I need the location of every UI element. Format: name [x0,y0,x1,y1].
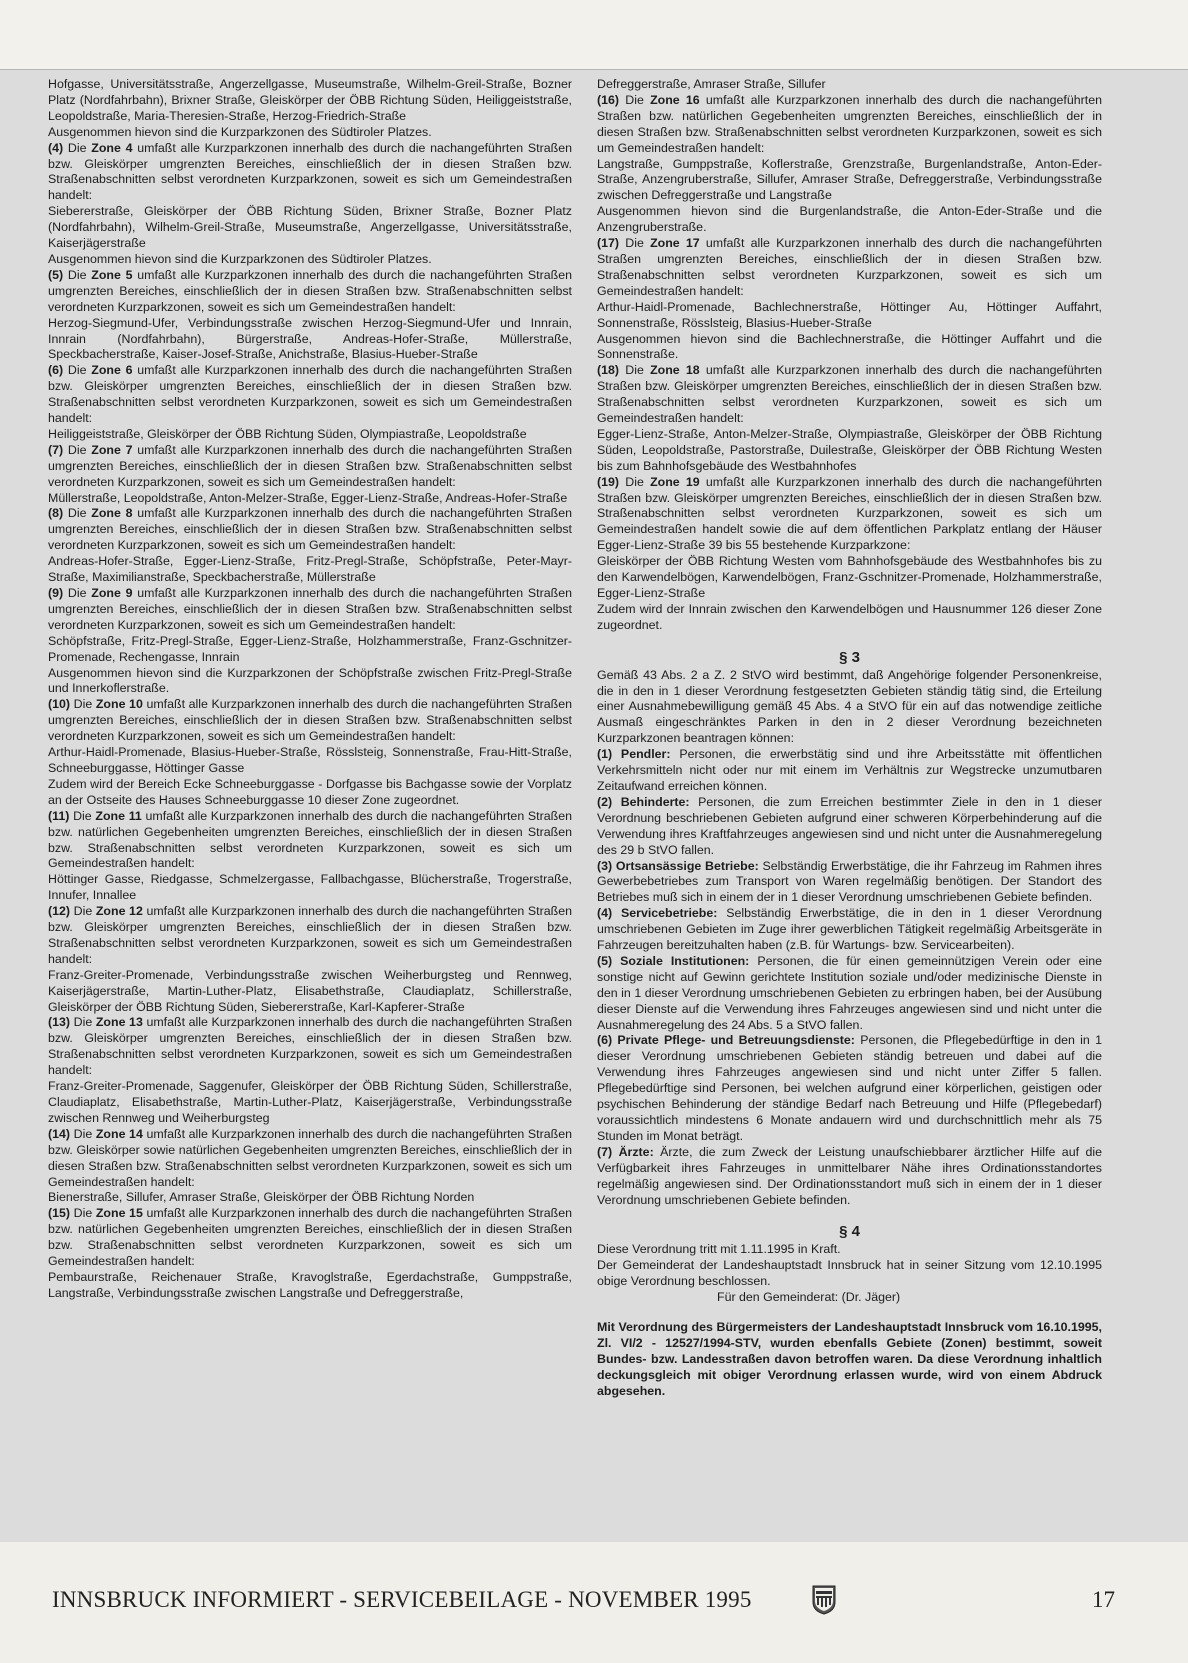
street-list-paragraph [597,77,1102,93]
street-list-paragraph [48,1079,572,1127]
paragraph-text: umfaßt alle Kurzparkzonen innerhalb des durch die nachangeführten Straßen bzw. Gleiskörper sowie natürlichen Gegebenheiten umgrenzten Bereiches, einschließlich der in diesen Straßen bzw. Straßenabschnitten selbst verordneten Kurzparkzonen, soweit es sich um Gemeindestraßen handelt: [48,1126,572,1189]
paragraph-lead: Die [73,904,93,919]
paragraph-lead: Die [67,267,87,282]
exemption-label: (5) Soziale Institutionen: [597,953,750,968]
paragraph-lead: Die [73,1126,93,1141]
exemption-item [597,1145,1102,1209]
zone-paragraph [48,363,572,427]
paragraph-number: (8) [48,506,64,521]
section-4-effective-date: Diese Verordnung tritt mit 1.11.1995 in Kraft. [597,1242,841,1257]
paragraph-number: (13) [48,1015,71,1030]
paragraph-text: Andreas-Hofer-Straße, Egger-Lienz-Straße, Fritz-Pregl-Straße, Schöpfstraße, Peter-Mayr-Straße, Maximilianstraße, Speckbacherstraße, Müllerstraße [48,554,572,585]
closing-note: Mit Verordnung des Bürgermeisters der Landeshauptstadt Innsbruck vom 16.10.1995, Zl. VI/2 - 12527/1994-STV, wurden ebenfalls Gebiete (Zonen) bestimmt, soweit Bundes- bzw. Landesstraßen davon betroffen waren. Da diese Verordnung inhaltlich deckungsgleich mit obiger Verordnung erlassen wurde, wird von einem Abdruck abgesehen. [597,1319,1102,1398]
exemption-label: (4) Servicebetriebe: [597,906,718,921]
section-4-heading: § 4 [839,1223,860,1241]
zone-paragraph [597,363,1102,427]
exemption-text: Ärzte, die zum Zweck der Leistung unaufschiebbarer ärztlicher Hilfe auf die Verfügbarkeit ihres Fahrzeuges in unmittelbarer Nähe ihres Ordinationsstandortes regelmäßig angewiesen sind. Der Ordinationsstandort muß sich in einem der in 1 dieser Verordnung umschriebenen Gebiete befinden. [597,1144,1102,1207]
zone-label: Zone 17 [650,236,700,251]
paragraph-text: Langstraße, Gumppstraße, Koflerstraße, Grenzstraße, Burgenlandstraße, Anton-Eder-Straße, Anzengruberstraße, Sillufer, Amraser Straße, Defreggerstraße, Verbindungsstraße zwischen Defreggerstraße und Langstraße [597,156,1102,203]
street-list-paragraph [597,300,1102,332]
section-3-heading: § 3 [839,648,860,666]
exemption-text: Personen, die Pflegebedürftige in den in 1 dieser Verordnung umschriebenen Gebieten ständig betreuen und dabei auf die Verwendung ihres Fahrzeuges angewiesen sind und nicht unter Ziffer 5 fallen. Pflegebedürftige sind Personen, bei welchen aufgrund einer körperlichen, geistigen oder psychischen Behinderung der ständige Bedarf nach Betreuung und Hilfe (Pflegebedarf) voraussichtlich mindestens 6 Monate andauern wird und durchschnittlich mehr als 75 Stunden im Monat beträgt. [597,1033,1102,1143]
paragraph-number: (9) [48,586,64,600]
zone-paragraph [48,1206,572,1270]
zone-label: Zone 4 [91,140,133,155]
paragraph-text: Ausgenommen hievon sind die Bachlechnerstraße, die Höttinger Auffahrt und die Sonnenstraße. [597,331,1102,362]
footer-title: INNSBRUCK INFORMIERT - SERVICEBEILAGE - NOVEMBER 1995 [52,1587,752,1612]
paragraph-text: umfaßt alle Kurzparkzonen innerhalb des durch die nachangeführten Straßen umgrenzten Bereiches, einschließlich der in diesen Straßen bzw. Straßenabschnitten selbst verordneten Kurzparkzonen, soweit es sich um Gemeindestraßen handelt: [48,697,572,744]
exemption-item [597,747,1102,795]
zone-paragraph [48,268,572,316]
zone-paragraph [48,586,572,634]
paragraph-text: Zudem wird der Bereich Ecke Schneeburggasse - Dorfgasse bis Bachgasse sowie der Vorplatz an der Ostseite des Hauses Schneeburggasse 10 dieser Zone zugeordnet. [48,776,572,807]
zone-label: Zone 5 [91,267,133,282]
zone-paragraph [48,904,572,968]
paragraph-number: (7) [48,442,64,457]
street-list-paragraph [48,554,572,586]
paragraph-text: Arthur-Haidl-Promenade, Blasius-Hueber-Straße, Rösslsteig, Sonnenstraße, Frau-Hitt-Straße, Schneeburggasse, Höttinger Gasse [48,745,572,775]
street-list-paragraph [48,1190,572,1206]
paragraph-number: (19) [597,474,620,489]
zone-label: Zone 19 [650,474,700,489]
paragraph-text: umfaßt alle Kurzparkzonen innerhalb des durch die nachangeführten Straßen umgrenzten Bereiches, einschließlich der in diesen Straßen bzw. Straßenabschnitten selbst verordneten Kurzparkzonen, soweit es sich um Gemeindestraßen handelt: [48,267,572,314]
street-list-paragraph [48,872,572,904]
street-list-paragraph [48,252,572,268]
zone-paragraph [48,1127,572,1191]
paragraph-lead: Die [73,697,93,712]
zone-paragraph [48,506,572,554]
paragraph-text: Schöpfstraße, Fritz-Pregl-Straße, Egger-Lienz-Straße, Holzhammerstraße, Franz-Gschnitzer-Promenade, Rechengasse, Innrain [48,633,572,664]
paragraph-number: (10) [48,697,71,712]
paragraph-lead: Die [625,363,644,378]
exemption-label: (7) Ärzte: [597,1144,654,1159]
paragraph-lead: Die [67,140,87,155]
exemption-text: Selbständig Erwerbstätige, die ihr Fahrzeug im Rahmen ihres Gewerbebetriebes zum Transport von Waren regelmäßig benötigen. Der Standort des Betriebes muß sich in einem der in 1 dieser Verordnung umschriebenen Gebiete befinden. [597,858,1103,905]
paragraph-number: (15) [48,1206,71,1221]
paragraph-number: (12) [48,904,71,919]
page-number: 17 [1092,1587,1115,1612]
paragraph-number: (6) [48,363,64,378]
street-list-paragraph [48,491,572,507]
paragraph-lead: Die [67,586,87,600]
paragraph-text: Franz-Greiter-Promenade, Saggenufer, Gleiskörper der ÖBB Richtung Süden, Schillerstraße, Claudiaplatz, Elisabethstraße, Martin-Luther-Platz, Kaiserjägerstraße, Verbindungsstraße zwischen Rennweg und Weiherburgsteg [48,1079,572,1125]
paragraph-text: Gleiskörper der ÖBB Richtung Westen vom Bahnhofsgebäude des Westbahnhofes bis zu den Karwendelbögen, Karwendelbögen, Franz-Gschnitzer-Promenade, Holzhammerstraße, Egger-Lienz-Straße [597,554,1102,600]
paragraph-number: (18) [597,363,620,378]
paragraph-text: umfaßt alle Kurzparkzonen innerhalb des durch die nachangeführten Straßen umgrenzten Bereiches, einschließlich der in diesen Straßen bzw. Straßenabschnitten selbst verordneten Kurzparkzonen, soweit es sich um Gemeindestraßen handelt: [48,442,572,489]
paragraph-text: Egger-Lienz-Straße, Anton-Melzer-Straße, Olympiastraße, Gleiskörper der ÖBB Richtung Süden, Leopoldstraße, Pastorstraße, Duilestraße, Gleiskörper der ÖBB Richtung Westen bis zum Bahnhofsgebäude des Westbahnhofes [597,426,1102,473]
street-list-paragraph [48,745,572,777]
exemption-label: (1) Pendler: [597,747,671,762]
street-list-paragraph [597,427,1102,475]
exemption-text: Personen, die zum Erreichen bestimmter Ziele in den in 1 dieser Verordnung beschriebenen Gebieten aufgrund einer schweren Körperbehinderung auf die Verwendung ihres Kraftfahrzeuges angewiesen sind und nicht unter die Ausnahmeregelung des 29 b StVO fallen. [597,794,1102,857]
exemption-text: Personen, die erwerbstätig sind und ihre Arbeitsstätte mit öffentlichen Verkehrsmitteln nicht oder nur mit einem im Verhältnis zur Wegstrecke unzumutbaren Zeitaufwand erreichen können. [597,747,1103,793]
paragraph-text: Heiliggeiststraße, Gleiskörper der ÖBB Richtung Süden, Olympiastraße, Leopoldstraße [48,426,527,441]
zone-label: Zone 13 [95,1015,143,1030]
exemption-item [597,906,1102,954]
exemption-item [597,1033,1102,1144]
zone-paragraph [597,93,1102,157]
paragraph-lead: Die [73,1206,93,1221]
street-list-paragraph [597,554,1102,602]
section-3-items [597,747,1102,1208]
paragraph-lead: Die [67,363,87,378]
paragraph-number: (16) [597,92,620,107]
zone-label: Zone 16 [650,92,700,107]
street-list-paragraph [597,204,1102,236]
street-list-paragraph [48,125,572,141]
paragraph-text: Defreggerstraße, Amraser Straße, Sillufer [597,77,826,91]
paragraph-text: umfaßt alle Kurzparkzonen innerhalb des durch die nachangeführten Straßen bzw. natürlichen Gegebenheiten umgrenzten Bereiches, einschließlich der in diesen Straßen bzw. Straßenabschnitten selbst verordneten Kurzparkzonen, soweit es sich um Gemeindestraßen handelt: [48,808,572,871]
zone-label: Zone 8 [91,506,133,521]
paragraph-text: Ausgenommen hievon sind die Burgenlandstraße, die Anton-Eder-Straße und die Anzengruberstraße. [597,204,1102,235]
paragraph-text: umfaßt alle Kurzparkzonen innerhalb des durch die nachangeführten Straßen umgrenzten Bereiches, einschließlich der in diesen Straßen bzw. Straßenabschnitten selbst verordneten Kurzparkzonen, soweit es sich um Gemeindestraßen handelt: [597,236,1103,298]
paragraph-lead: Die [625,236,644,251]
street-list-paragraph [597,332,1102,364]
street-list-paragraph [48,666,572,698]
zone-label: Zone 11 [95,808,142,823]
zone-paragraph [597,475,1102,555]
section-4-resolution: Der Gemeinderat der Landeshauptstadt Innsbruck hat in seiner Sitzung vom 12.10.1995 obige Verordnung beschlossen. [597,1258,1102,1289]
paragraph-text: umfaßt alle Kurzparkzonen innerhalb des durch die nachangeführten Straßen bzw. Gleiskörper umgrenzten Bereiches, einschließlich der in diesen Straßen bzw. Straßenabschnitten selbst verordneten Kurzparkzonen, soweit es sich um Gemeindestraßen handelt: [597,363,1103,426]
paragraph-text: Herzog-Siegmund-Ufer, Verbindungsstraße zwischen Herzog-Siegmund-Ufer und Innrain, Innrain (Nordfahrbahn), Bürgerstraße, Andreas-Hofer-Straße, Müllerstraße, Speckbacherstraße, Kaiser-Josef-Straße, Anichstraße, Blasius-Hueber-Straße [48,315,572,362]
zone-label: Zone 12 [95,904,143,919]
exemption-item [597,795,1102,859]
paragraph-text: umfaßt alle Kurzparkzonen innerhalb des durch die nachangeführten Straßen bzw. natürlichen Gegebenheiten umgrenzten Bereiches, einschließlich der in diesen Straßen bzw. Straßenabschnitten selbst verordneten Kurzparkzonen, soweit es sich um Gemeindestraßen handelt: [48,1206,572,1269]
paragraph-number: (11) [48,808,70,823]
zone-label: Zone 6 [91,363,133,378]
zone-label: Zone 18 [650,363,700,378]
paragraph-number: (5) [48,267,64,282]
paragraph-lead: Die [625,92,644,107]
street-list-paragraph [48,316,572,364]
paragraph-lead: Die [73,1015,93,1030]
street-list-paragraph [48,204,572,252]
zone-label: Zone 14 [95,1126,143,1141]
zone-paragraph [48,809,572,873]
street-list-paragraph [597,602,1102,634]
zone-paragraph [48,697,572,745]
street-list-paragraph [48,968,572,1016]
paragraph-text: Hofgasse, Universitätsstraße, Angerzellgasse, Museumstraße, Wilhelm-Greil-Straße, Bozner Platz (Nordfahrbahn), Brixner Straße, Gleiskörper der ÖBB Richtung Süden, Heiliggeiststraße, Leopoldstraße, Maria-Theresien-Straße, Herzog-Friedrich-Straße [48,77,572,123]
paragraph-text: umfaßt alle Kurzparkzonen innerhalb des durch die nachangeführten Straßen bzw. natürlichen Gegebenheiten umgrenzten Bereiches, einschließlich der in diesen Straßen bzw. Straßenabschnitten selbst verordneten Kurzparkzonen, soweit es sich um Gemeindestraßen handelt: [597,92,1103,155]
paragraph-text: Höttinger Gasse, Riedgasse, Schmelzergasse, Fallbachgasse, Blücherstraße, Trogerstraße, Innufer, Innallee [48,872,572,903]
paragraph-text: umfaßt alle Kurzparkzonen innerhalb des durch die nachangeführten Straßen umgrenzten Bereiches, einschließlich der in diesen Straßen bzw. Straßenabschnitten selbst verordneten Kurzparkzonen, soweit es sich um Gemeindestraßen handelt: [48,506,572,553]
paragraph-text: umfaßt alle Kurzparkzonen innerhalb des durch die nachangeführten Straßen bzw. Gleiskörper umgrenzten Bereiches, einschließlich der in diesen Straßen bzw. Straßenabschnitten selbst verordneten Kurzparkzonen, soweit es sich um Gemeindestraßen handelt: [48,904,572,966]
paragraph-text: Zudem wird der Innrain zwischen den Karwendelbögen und Hausnummer 126 dieser Zone zugeordnet. [597,601,1102,632]
paragraph-text: Arthur-Haidl-Promenade, Bachlechnerstraße, Höttinger Au, Höttinger Auffahrt, Sonnenstraße, Rösslsteig, Blasius-Hueber-Straße [597,299,1102,330]
paragraph-number: (14) [48,1126,71,1141]
paragraph-number: (17) [597,236,620,251]
street-list-paragraph [48,77,572,125]
zone-label: Zone 9 [91,586,133,600]
street-list-paragraph [48,1270,572,1302]
zone-paragraph [48,141,572,205]
paragraph-lead: Die [67,442,87,457]
paragraph-text: Ausgenommen hievon sind die Kurzparkzonen des Südtiroler Platzes. [48,124,432,139]
paragraph-text: Franz-Greiter-Promenade, Verbindungsstraße zwischen Weiherburgsteg und Rennweg, Kaiserjägerstraße, Martin-Luther-Platz, Elisabethstraße, Claudiaplatz, Schillerstraße, Gleiskörper der ÖBB Richtung Süden, Siebererstraße, Karl-Kapferer-Straße [48,967,572,1014]
section-4-signature: Für den Gemeinderat: (Dr. Jäger) [717,1290,901,1305]
zone-label: Zone 10 [95,697,143,712]
right-column-zones [597,77,1102,634]
paragraph-text: Ausgenommen hievon sind die Kurzparkzonen des Südtiroler Platzes. [48,251,432,266]
paragraph-lead: Die [67,506,87,521]
exemption-item [597,859,1102,907]
paragraph-text: Siebererstraße, Gleiskörper der ÖBB Richtung Süden, Brixner Straße, Bozner Platz (Nordfahrbahn), Wilhelm-Greil-Straße, Museumstraße, Angerzellgasse, Universitätsstraße, Kaiserjägerstraße [48,204,572,251]
paragraph-text: umfaßt alle Kurzparkzonen innerhalb des durch die nachangeführten Straßen bzw. Gleiskörper umgrenzten Bereiches, einschließlich der in diesen Straßen bzw. Straßenabschnitten selbst verordneten Kurzparkzonen, soweit es sich um Gemeindestraßen handelt: [48,1015,572,1078]
paragraph-text: umfaßt alle Kurzparkzonen innerhalb des durch die nachangeführten Straßen bzw. Gleiskörper umgrenzten Bereiches, einschließlich der in diesen Straßen bzw. Straßenabschnitten selbst verordneten Kurzparkzonen, soweit es sich um Gemeindestraßen handelt: [48,140,572,203]
street-list-paragraph [48,777,572,809]
paragraph-text: Müllerstraße, Leopoldstraße, Anton-Melzer-Straße, Egger-Lienz-Straße, Andreas-Hofer-Straße [48,490,568,505]
left-column [48,77,572,1302]
zone-label: Zone 15 [95,1206,143,1221]
right-column [597,77,1102,1400]
exemption-label: (6) Private Pflege- und Betreuungsdienste: [597,1033,855,1048]
zone-paragraph [48,443,572,491]
exemption-item [597,954,1102,1034]
zone-label: Zone 7 [91,442,133,457]
paragraph-lead: Die [625,474,644,489]
top-margin [0,0,1188,69]
exemption-text: Selbständig Erwerbstätige, die in den in 1 dieser Verordnung umschriebenen Gebieten im Zuge ihrer gewerblichen Tätigkeit regelmäßig Arbeitsgeräte in Fahrzeugen bereitzuhalten haben (z.B. für Wartungs- bzw. Servicearbeiten). [597,906,1102,953]
street-list-paragraph [597,157,1102,205]
section-3-intro: Gemäß 43 Abs. 2 a Z. 2 StVO wird bestimmt, daß Angehörige folgender Personenkreise, die in den in 1 dieser Verordnung festgesetzten Gebieten ständig tätig sind, die Erteilung einer Ausnahmebewilligung gemäß 45 Abs. 4 a StVO für ein auf das notwendige zeitliche Ausmaß eingeschränktes Parken in den in 2 dieser Verordnung bezeichneten Kurzparkzonen beantragen können: [597,667,1102,746]
exemption-text: Personen, die für einen gemeinnützigen Verein oder eine sonstige nicht auf Gewinn gerichtete Institution soziale und/oder medizinische Dienste in den in 1 dieser Verordnung umschriebenen Gebieten zu erbringen haben, bei der Ausübung dieser Dienste auf die Verwendung ihres Fahrzeuges angewiesen sind und nicht unter die Ausnahmeregelung des 24 Abs. 5 a StVO fallen. [597,953,1102,1032]
zone-paragraph [48,1015,572,1079]
paragraph-lead: Die [73,808,92,823]
paragraph-text: Bienerstraße, Sillufer, Amraser Straße, Gleiskörper der ÖBB Richtung Norden [48,1190,475,1205]
exemption-label: (2) Behinderte: [597,794,690,809]
page-footer [0,1542,1188,1663]
paragraph-text: umfaßt alle Kurzparkzonen innerhalb des durch die nachangeführten Straßen umgrenzten Bereiches, einschließlich der in diesen Straßen bzw. Straßenabschnitten selbst verordneten Kurzparkzonen, soweit es sich um Gemeindestraßen handelt: [48,586,572,632]
paragraph-text: Ausgenommen hievon sind die Kurzparkzonen der Schöpfstraße zwischen Fritz-Pregl-Straße und Innerkoflerstraße. [48,665,572,696]
paragraph-text: umfaßt alle Kurzparkzonen innerhalb des durch die nachangeführten Straßen bzw. Gleiskörper umgrenzten Bereiches, einschließlich der in diesen Straßen bzw. Straßenabschnitten selbst verordneten Kurzparkzonen, soweit es sich um Gemeindestraßen handelt: [48,363,572,426]
street-list-paragraph [48,634,572,666]
paragraph-number: (4) [48,140,64,155]
paragraph-text: umfaßt alle Kurzparkzonen innerhalb des durch die nachangeführten Straßen bzw. Gleiskörper umgrenzten Bereiches, einschließlich der in diesen Straßen bzw. Straßenabschnitten selbst verordneten Kurzparkzonen, soweit es sich um Gemeindestraßen handelt sowie die auf dem öffentlichen Parkplatz entlang der Häuser Egger-Lienz-Straße 39 bis 55 bestehende Kurzparkzone: [597,474,1103,553]
street-list-paragraph [48,427,572,443]
zone-paragraph [597,236,1102,300]
innsbruck-coat-of-arms-icon [812,1585,836,1615]
exemption-label: (3) Ortsansässige Betriebe: [597,858,759,873]
paragraph-text: Pembaurstraße, Reichenauer Straße, Kravoglstraße, Egerdachstraße, Gumppstraße, Langstraße, Verbindungsstraße zwischen Langstraße und Defreggerstraße, [48,1269,572,1300]
